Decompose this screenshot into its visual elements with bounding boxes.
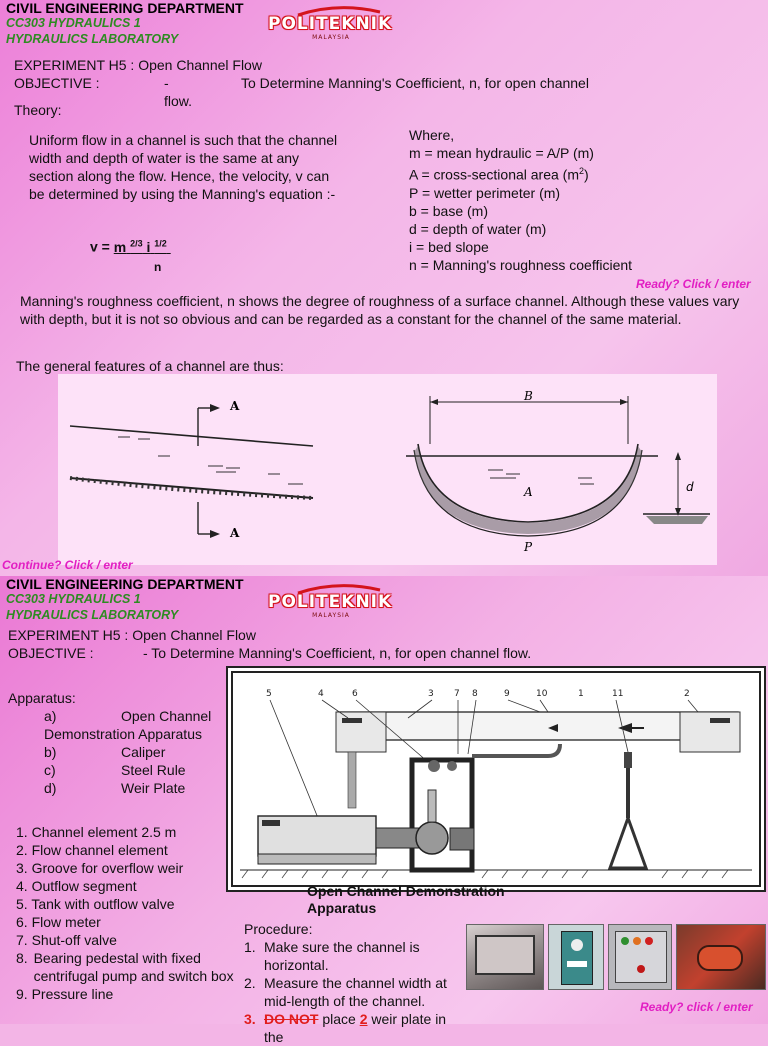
apparatus-name: Weir Plate [121, 780, 186, 796]
where-item: A = cross-sectional area $(m^2)$ [409, 166, 589, 183]
logo-word: POLITEKNIK [268, 592, 393, 612]
diagram-label: 6 [352, 689, 358, 699]
flow-meter-photo [676, 924, 766, 990]
channel-features-drawing [58, 374, 717, 565]
experiment-title: EXPERIMENT H5 : Open Channel Flow [8, 627, 256, 643]
apparatus-label: Apparatus: [8, 690, 76, 706]
diagram-label: 1 [578, 689, 584, 699]
apparatus-letter: a) [44, 708, 57, 724]
apparatus-name: Open Channel [121, 708, 212, 724]
apparatus-name: Steel Rule [121, 762, 186, 778]
apparatus-drawing [228, 668, 764, 890]
procedure-label: Procedure: [244, 921, 313, 937]
where-title: Where, [409, 127, 455, 143]
equation-numerator [114, 239, 171, 255]
diagram-label: 7 [454, 689, 460, 699]
diagram-label: 2 [684, 689, 690, 699]
theory-paragraph: Uniform flow in a channel is such that the channel width and depth of water is the same at any section along the flow. Hence, the velocity, v can be determined by using the Manning's equation :- [29, 132, 338, 202]
apparatus-item [44, 779, 224, 797]
width-label-b: B [524, 389, 533, 403]
apparatus-letter: b) [44, 744, 57, 760]
ready-click-link[interactable]: Ready? Click / enter [636, 277, 751, 291]
lab-name: HYDRAULICS LABORATORY [6, 32, 179, 46]
part-item: 3. Groove for overflow weir [16, 860, 184, 876]
part-item: 7. Shut-off valve [16, 932, 117, 948]
apparatus-name: Caliper [121, 744, 166, 760]
equation-i: i [142, 238, 151, 255]
where-item: m = mean hydraulic = A/P (m) [409, 145, 594, 161]
depth-label-d: d [686, 480, 694, 494]
course-code: CC303 HYDRAULICS 1 [6, 16, 141, 30]
diagram-label: 9 [504, 689, 510, 699]
politeknik-logo [268, 588, 394, 619]
procedure-step: 2. Measure the channel width at mid-length of the channel. [244, 975, 447, 1009]
objective-text-cont: flow. [164, 93, 193, 109]
part-item: 1. Channel element 2.5 m [16, 824, 177, 840]
part-item: 8. Bearing pedestal with fixed centrifugal pump and switch box [16, 950, 234, 984]
logo-swoosh-icon [268, 4, 394, 16]
where-list [409, 126, 632, 274]
objective-text: To Determine Manning's Coefficient, n, for open channel [241, 75, 589, 91]
where-item: P = wetter perimeter (m) [409, 184, 561, 201]
manning-paragraph: Manning's roughness coefficient, n shows the degree of roughness of a surface channel. Although these values vary with depth, but it is not so obvious and can be regarded as a constant for the channel of the same material. [20, 293, 740, 327]
perimeter-label-p: P [524, 540, 533, 554]
switch-box-photo [548, 924, 604, 990]
procedure-step: 3. DO NOT place 2 weir plate in the [244, 1011, 447, 1045]
lab-name: HYDRAULICS LABORATORY [6, 608, 179, 622]
part-item: 5. Tank with outflow valve [16, 896, 175, 912]
parts-list [16, 823, 236, 1003]
apparatus-list [44, 707, 224, 797]
part-item: 4. Outflow segment [16, 878, 137, 894]
theory-label: Theory: [14, 102, 62, 118]
apparatus-name-cont: Demonstration Apparatus [44, 726, 202, 742]
diagram-caption: Open Channel Demonstration Apparatus [307, 883, 505, 916]
equation-m-exponent: 2/3 [130, 238, 143, 248]
department-title: CIVIL ENGINEERING DEPARTMENT [6, 0, 244, 16]
equation-m: m [113, 238, 127, 255]
apparatus-letter: c) [44, 762, 56, 778]
objective-text: - To Determine Manning's Coefficient, n, for open channel flow. [143, 645, 532, 661]
slide-apparatus [0, 576, 768, 1045]
apparatus-diagram [226, 666, 766, 892]
equation-lhs: v = [90, 238, 114, 255]
diagram-label: 5 [266, 689, 272, 699]
logo-swoosh-icon [268, 582, 394, 594]
objective-label: OBJECTIVE : [14, 75, 100, 91]
course-code: CC303 HYDRAULICS 1 [6, 592, 141, 606]
apparatus-photo [466, 924, 544, 990]
diagram-label: 4 [318, 689, 324, 699]
diagram-label: 10 [536, 689, 548, 699]
where-item: b = base (m) [409, 202, 488, 219]
experiment-title: EXPERIMENT H5 : Open Channel Flow [14, 57, 262, 73]
area-label-a: A [524, 485, 533, 499]
where-item: n = Manning's roughness coefficient [409, 256, 633, 273]
diagram-label: 8 [472, 689, 478, 699]
part-item: 9. Pressure line [16, 986, 114, 1002]
manning-equation [90, 238, 171, 274]
part-item: 6. Flow meter [16, 914, 101, 930]
objective-label: OBJECTIVE : [8, 645, 94, 661]
diagram-label: 3 [428, 689, 434, 699]
features-text: The general features of a channel are thus: [16, 358, 284, 374]
procedure-step: 1. Make sure the channel is horizontal. [244, 939, 420, 973]
logo-sub: MALAYSIA [312, 34, 350, 41]
apparatus-item [44, 761, 224, 779]
channel-features-figure [58, 374, 717, 565]
continue-click-link[interactable]: Continue? Click / enter [2, 558, 133, 572]
equation-denominator: n [154, 260, 162, 274]
apparatus-item [44, 743, 224, 761]
apparatus-item [44, 707, 224, 725]
part-item: 2. Flow channel element [16, 842, 168, 858]
procedure-section [244, 920, 469, 1046]
equation-i-exponent: 1/2 [154, 238, 167, 248]
ready-click-link[interactable]: Ready? click / enter [640, 1000, 753, 1014]
apparatus-letter: d) [44, 780, 57, 796]
diagram-label: 11 [612, 689, 624, 699]
logo-word: POLITEKNIK [268, 14, 393, 34]
where-item: d = depth of water (m) [409, 220, 547, 237]
logo-sub: MALAYSIA [312, 612, 350, 619]
where-item: i = bed slope [409, 238, 489, 255]
objective-dash: - [164, 75, 169, 91]
department-title: CIVIL ENGINEERING DEPARTMENT [6, 576, 244, 592]
section-label-a-bottom: A [230, 526, 240, 540]
politeknik-logo [268, 10, 394, 41]
section-label-a-top: A [230, 399, 240, 413]
control-panel-photo [608, 924, 672, 990]
